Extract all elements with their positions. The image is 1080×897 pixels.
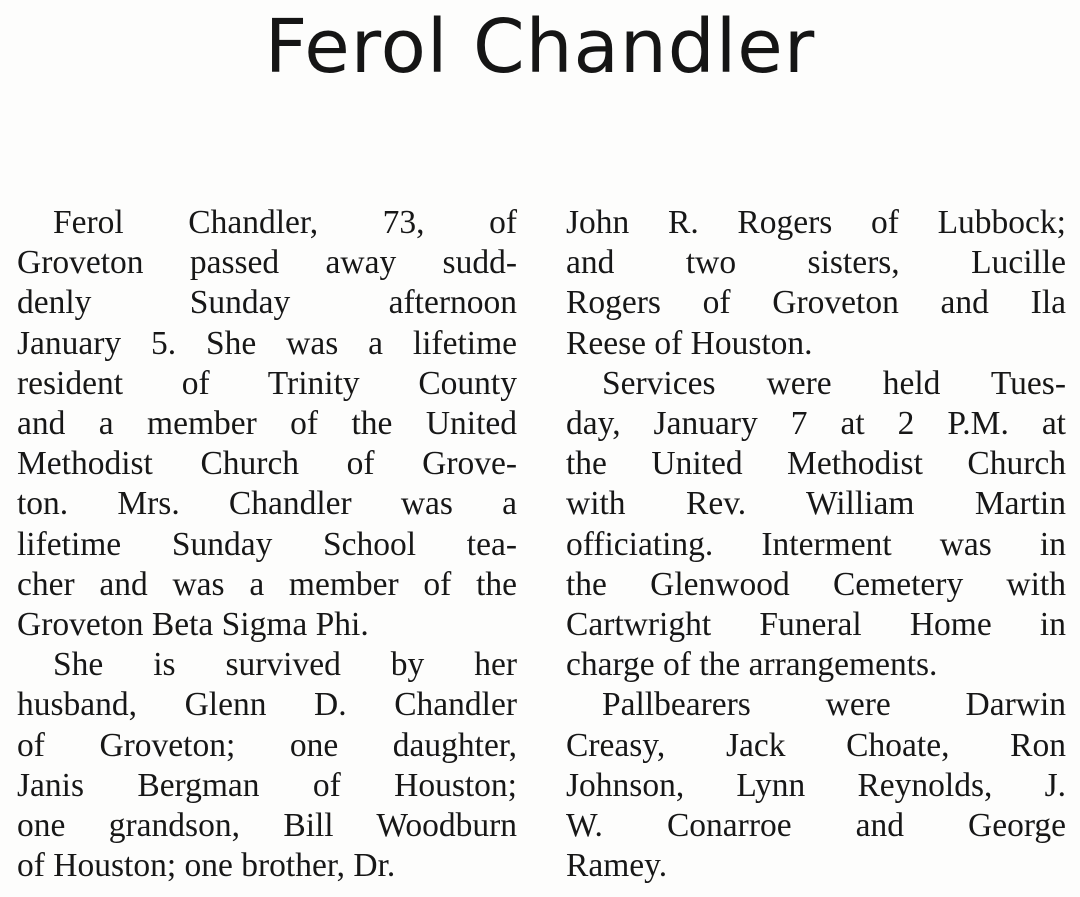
text-line: of Groveton; one daughter, — [17, 726, 517, 764]
text-line: Reese of Houston. — [566, 324, 813, 362]
text-line: John R. Rogers of Lubbock; — [566, 204, 1066, 241]
text-line: the Glenwood Cemetery with — [566, 565, 1066, 603]
paragraph — [566, 203, 1066, 364]
text-line: W. Conarroe and George — [566, 807, 1066, 845]
text-line: ton. Mrs. Chandler was a — [17, 485, 517, 523]
left-column — [17, 203, 517, 886]
text-line: lifetime Sunday School tea- — [17, 525, 517, 563]
text-line: day, January 7 at 2 P.M. at — [566, 405, 1066, 443]
text-line: Creasy, Jack Choate, Ron — [566, 726, 1066, 764]
text-line: January 5. She was a lifetime — [17, 324, 517, 362]
paragraph — [566, 685, 1066, 886]
text-line: Janis Bergman of Houston; — [17, 766, 517, 804]
text-line: one grandson, Bill Woodburn — [17, 807, 517, 845]
text-line: She is survived by her — [53, 646, 517, 684]
text-line: husband, Glenn D. Chandler — [17, 686, 517, 724]
text-line: charge of the arrangements. — [566, 646, 938, 684]
right-column — [566, 203, 1066, 886]
headline: Ferol Chandler — [264, 4, 816, 90]
text-line: Groveton passed away sudd- — [17, 244, 517, 282]
text-line: Cartwright Funeral Home in — [566, 606, 1066, 644]
text-line: Methodist Church of Grove- — [17, 445, 517, 483]
text-line: Johnson, Lynn Reynolds, J. — [566, 766, 1066, 804]
text-line: of Houston; one brother, Dr. — [17, 847, 396, 885]
text-line: denly Sunday afternoon — [17, 284, 517, 322]
paragraph — [566, 364, 1066, 686]
text-line: Ferol Chandler, 73, of — [53, 204, 517, 241]
text-line: Groveton Beta Sigma Phi. — [17, 606, 369, 644]
text-line: cher and was a member of the — [17, 565, 517, 603]
text-line: officiating. Interment was in — [566, 525, 1066, 563]
text-line: Services were held Tues- — [602, 364, 1066, 402]
text-line: Rogers of Groveton and Ila — [566, 284, 1066, 322]
paragraph — [17, 203, 517, 645]
text-line: with Rev. William Martin — [566, 485, 1066, 523]
text-line: and two sisters, Lucille — [566, 244, 1066, 282]
text-line: Pallbearers were Darwin — [602, 686, 1066, 724]
text-line: and a member of the United — [17, 405, 517, 443]
text-line: resident of Trinity County — [17, 364, 517, 402]
text-line: the United Methodist Church — [566, 445, 1066, 483]
text-line: Ramey. — [566, 847, 668, 885]
paragraph — [17, 645, 517, 886]
